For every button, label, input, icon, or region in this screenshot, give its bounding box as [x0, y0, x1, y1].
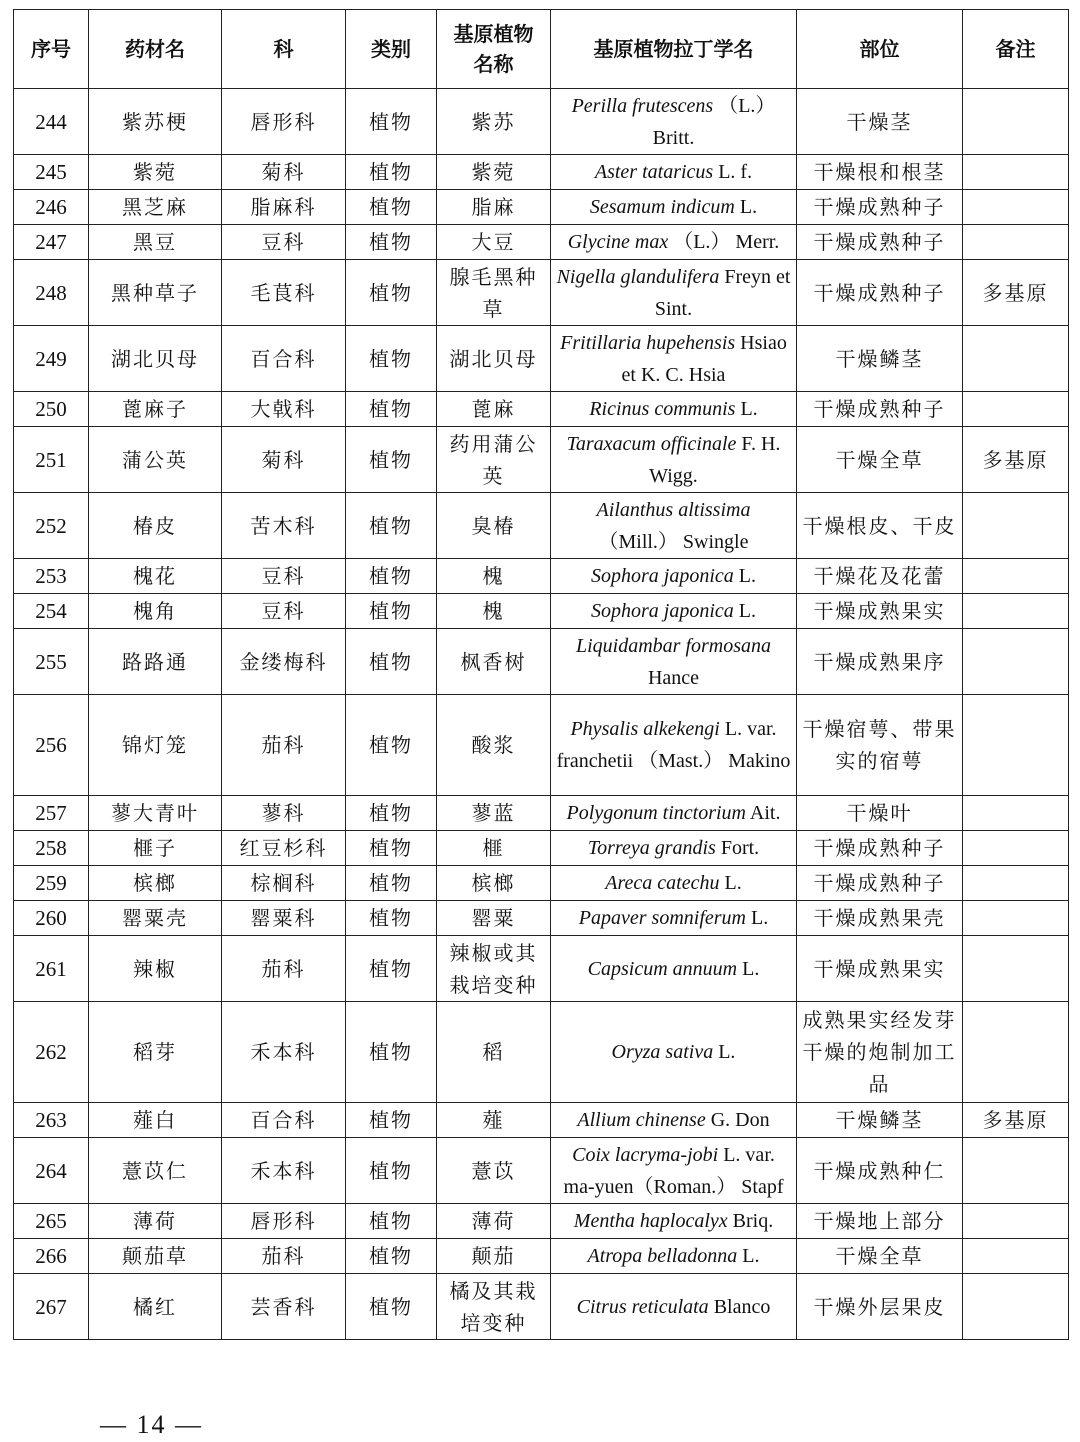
table-row: [14, 936, 1069, 1002]
latin-authority: （L.） Britt.: [652, 94, 776, 149]
row-index: 256: [14, 695, 89, 796]
row-part: 干燥成熟种子: [797, 392, 963, 427]
row-category: 植物: [346, 1138, 437, 1204]
row-note: [963, 190, 1069, 225]
row-note: [963, 89, 1069, 155]
header-part: 部位: [797, 10, 963, 89]
row-note: 多基原: [963, 427, 1069, 493]
latin-authority: F. H. Wigg.: [649, 432, 781, 487]
row-family: 唇形科: [222, 1204, 346, 1239]
table-row: [14, 559, 1069, 594]
row-part: 干燥根皮、干皮: [797, 493, 963, 559]
latin-binomial: Perilla frutescens: [571, 94, 714, 117]
row-family: 唇形科: [222, 89, 346, 155]
row-part: 干燥花及花蕾: [797, 559, 963, 594]
row-latin-name: [551, 901, 797, 936]
latin-binomial: Mentha haplocalyx: [573, 1210, 728, 1232]
row-herb-name: 蒲公英: [89, 427, 222, 493]
row-herb-name: 湖北贝母: [89, 326, 222, 392]
row-category: 植物: [346, 1239, 437, 1274]
row-category: 植物: [346, 392, 437, 427]
row-source-plant: 大豆: [437, 225, 551, 260]
row-latin-name: [551, 493, 797, 559]
table-header-row: [14, 10, 1069, 89]
row-part: 成熟果实经发芽干燥的炮制加工品: [797, 1002, 963, 1103]
table-row: [14, 629, 1069, 695]
table-row: [14, 695, 1069, 796]
latin-authority: G. Don: [705, 1109, 770, 1131]
row-note: [963, 594, 1069, 629]
row-family: 茄科: [222, 1239, 346, 1274]
row-note: [963, 1138, 1069, 1204]
row-source-plant: 槐: [437, 559, 551, 594]
row-category: 植物: [346, 326, 437, 392]
row-herb-name: 槐角: [89, 594, 222, 629]
row-herb-name: 橘红: [89, 1274, 222, 1340]
row-index: 251: [14, 427, 89, 493]
row-latin-name: [551, 1239, 797, 1274]
latin-binomial: Liquidambar formosana: [575, 634, 772, 657]
table-row: [14, 866, 1069, 901]
row-index: 262: [14, 1002, 89, 1103]
latin-binomial: Ricinus communis: [589, 398, 736, 420]
row-part: 干燥全草: [797, 1239, 963, 1274]
row-latin-name: [551, 427, 797, 493]
row-latin-name: [551, 392, 797, 427]
table-row: [14, 1204, 1069, 1239]
row-part: 干燥地上部分: [797, 1204, 963, 1239]
row-herb-name: 榧子: [89, 831, 222, 866]
row-latin-name: [551, 936, 797, 1002]
latin-binomial: Ailanthus altissima: [596, 498, 751, 521]
row-source-plant: 湖北贝母: [437, 326, 551, 392]
row-source-plant: 薤: [437, 1103, 551, 1138]
row-category: 植物: [346, 1002, 437, 1103]
row-part: 干燥成熟果序: [797, 629, 963, 695]
row-part: 干燥外层果皮: [797, 1274, 963, 1340]
row-index: 258: [14, 831, 89, 866]
row-source-plant: 薏苡: [437, 1138, 551, 1204]
row-herb-name: 薏苡仁: [89, 1138, 222, 1204]
row-category: 植物: [346, 831, 437, 866]
row-family: 豆科: [222, 594, 346, 629]
row-part: 干燥茎: [797, 89, 963, 155]
row-index: 252: [14, 493, 89, 559]
latin-binomial: Capsicum annuum: [587, 957, 738, 980]
row-family: 红豆杉科: [222, 831, 346, 866]
row-family: 豆科: [222, 559, 346, 594]
latin-authority: L.: [745, 907, 769, 929]
row-category: 植物: [346, 260, 437, 326]
row-family: 禾本科: [222, 1002, 346, 1103]
row-family: 百合科: [222, 1103, 346, 1138]
row-herb-name: 槟榔: [89, 866, 222, 901]
table-row: [14, 326, 1069, 392]
row-category: 植物: [346, 594, 437, 629]
row-note: [963, 392, 1069, 427]
latin-binomial: Glycine max: [567, 231, 669, 253]
latin-binomial: Oryza sativa: [611, 1041, 714, 1063]
latin-binomial: Torreya grandis: [587, 837, 716, 859]
header-herb-name: 药材名: [89, 10, 222, 89]
row-part: 干燥成熟种仁: [797, 1138, 963, 1204]
row-category: 植物: [346, 155, 437, 190]
row-part: 干燥成熟种子: [797, 831, 963, 866]
latin-binomial: Fritillaria hupehensis: [560, 331, 736, 354]
table-row: [14, 594, 1069, 629]
row-part: 干燥成熟种子: [797, 190, 963, 225]
latin-binomial: Physalis alkekengi: [570, 718, 720, 740]
latin-binomial: Polygonum tinctorium: [566, 802, 746, 824]
row-latin-name: [551, 594, 797, 629]
latin-authority: Freyn et Sint.: [654, 265, 791, 320]
row-source-plant: 紫苏: [437, 89, 551, 155]
row-note: [963, 695, 1069, 796]
row-category: 植物: [346, 901, 437, 936]
row-index: 246: [14, 190, 89, 225]
row-source-plant: 蓖麻: [437, 392, 551, 427]
latin-binomial: Atropa belladonna: [587, 1245, 738, 1267]
row-note: [963, 796, 1069, 831]
row-index: 244: [14, 89, 89, 155]
latin-authority: L.: [733, 600, 756, 622]
row-index: 260: [14, 901, 89, 936]
row-latin-name: [551, 796, 797, 831]
row-index: 255: [14, 629, 89, 695]
row-category: 植物: [346, 866, 437, 901]
row-index: 261: [14, 936, 89, 1002]
latin-binomial: Sesamum indicum: [589, 196, 735, 218]
table-row: [14, 89, 1069, 155]
latin-authority: L.: [737, 957, 760, 980]
row-herb-name: 罂粟壳: [89, 901, 222, 936]
header-category: 类别: [346, 10, 437, 89]
row-note: [963, 1204, 1069, 1239]
row-herb-name: 薤白: [89, 1103, 222, 1138]
row-part: 干燥根和根茎: [797, 155, 963, 190]
table-row: [14, 190, 1069, 225]
latin-authority: Blanco: [708, 1295, 771, 1318]
row-category: 植物: [346, 427, 437, 493]
row-herb-name: 稻芽: [89, 1002, 222, 1103]
row-herb-name: 颠茄草: [89, 1239, 222, 1274]
table-row: [14, 392, 1069, 427]
row-family: 菊科: [222, 155, 346, 190]
row-herb-name: 槐花: [89, 559, 222, 594]
row-part: 干燥宿萼、带果实的宿萼: [797, 695, 963, 796]
row-latin-name: [551, 1274, 797, 1340]
row-part: 干燥成熟种子: [797, 260, 963, 326]
table-row: [14, 260, 1069, 326]
row-latin-name: [551, 190, 797, 225]
row-latin-name: [551, 866, 797, 901]
row-family: 毛茛科: [222, 260, 346, 326]
row-part: 干燥鳞茎: [797, 1103, 963, 1138]
header-index: 序号: [14, 10, 89, 89]
row-index: 267: [14, 1274, 89, 1340]
latin-binomial: Taraxacum officinale: [566, 432, 737, 455]
latin-authority: Hance: [647, 666, 700, 689]
row-family: 棕榈科: [222, 866, 346, 901]
row-source-plant: 橘及其栽培变种: [437, 1274, 551, 1340]
row-herb-name: 蓖麻子: [89, 392, 222, 427]
row-note: [963, 326, 1069, 392]
row-note: 多基原: [963, 1103, 1069, 1138]
row-category: 植物: [346, 936, 437, 1002]
latin-binomial: Aster tataricus: [594, 161, 714, 183]
row-herb-name: 椿皮: [89, 493, 222, 559]
table-row: [14, 1002, 1069, 1103]
row-latin-name: [551, 695, 797, 796]
latin-authority: L.: [713, 1041, 736, 1063]
row-latin-name: [551, 155, 797, 190]
header-note: 备注: [963, 10, 1069, 89]
row-family: 百合科: [222, 326, 346, 392]
row-source-plant: 槟榔: [437, 866, 551, 901]
latin-authority: L. var. franchetii （Mast.） Makino: [556, 718, 791, 772]
row-source-plant: 腺毛黑种草: [437, 260, 551, 326]
row-herb-name: 紫苏梗: [89, 89, 222, 155]
header-source-plant: 基原植物 名称: [437, 10, 551, 89]
row-category: 植物: [346, 493, 437, 559]
row-note: [963, 866, 1069, 901]
row-family: 茄科: [222, 695, 346, 796]
row-category: 植物: [346, 559, 437, 594]
row-index: 250: [14, 392, 89, 427]
row-herb-name: 紫菀: [89, 155, 222, 190]
row-source-plant: 枫香树: [437, 629, 551, 695]
table-row: [14, 1274, 1069, 1340]
row-part: 干燥成熟果实: [797, 936, 963, 1002]
row-category: 植物: [346, 89, 437, 155]
row-note: [963, 629, 1069, 695]
row-note: [963, 1274, 1069, 1340]
row-index: 266: [14, 1239, 89, 1274]
row-source-plant: 颠茄: [437, 1239, 551, 1274]
latin-authority: Fort.: [715, 837, 760, 859]
row-family: 豆科: [222, 225, 346, 260]
table-row: [14, 427, 1069, 493]
table-row: [14, 796, 1069, 831]
row-part: 干燥鳞茎: [797, 326, 963, 392]
latin-authority: L.: [734, 196, 758, 218]
row-latin-name: [551, 1103, 797, 1138]
table-row: [14, 225, 1069, 260]
row-source-plant: 紫菀: [437, 155, 551, 190]
row-part: 干燥成熟果壳: [797, 901, 963, 936]
table-row: [14, 901, 1069, 936]
row-family: 菊科: [222, 427, 346, 493]
row-latin-name: [551, 831, 797, 866]
row-index: 253: [14, 559, 89, 594]
row-index: 245: [14, 155, 89, 190]
table-row: [14, 1138, 1069, 1204]
latin-binomial: Nigella glandulifera: [556, 265, 720, 288]
row-family: 茄科: [222, 936, 346, 1002]
header-family: 科: [222, 10, 346, 89]
row-herb-name: 蓼大青叶: [89, 796, 222, 831]
row-note: [963, 1239, 1069, 1274]
latin-authority: L.: [737, 1245, 760, 1267]
row-category: 植物: [346, 1204, 437, 1239]
row-note: [963, 493, 1069, 559]
row-index: 249: [14, 326, 89, 392]
row-family: 罂粟科: [222, 901, 346, 936]
row-part: 干燥成熟种子: [797, 866, 963, 901]
row-note: [963, 831, 1069, 866]
row-source-plant: 稻: [437, 1002, 551, 1103]
table-row: [14, 1239, 1069, 1274]
row-category: 植物: [346, 629, 437, 695]
row-latin-name: [551, 1138, 797, 1204]
latin-authority: Ait.: [745, 802, 781, 824]
row-latin-name: [551, 89, 797, 155]
latin-binomial: Citrus reticulata: [576, 1295, 709, 1318]
row-family: 苦木科: [222, 493, 346, 559]
row-family: 大戟科: [222, 392, 346, 427]
latin-authority: Hsiao et K. C. Hsia: [621, 331, 787, 386]
row-family: 金缕梅科: [222, 629, 346, 695]
row-index: 265: [14, 1204, 89, 1239]
row-herb-name: 黑豆: [89, 225, 222, 260]
row-category: 植物: [346, 796, 437, 831]
row-index: 248: [14, 260, 89, 326]
latin-authority: Briq.: [727, 1210, 774, 1232]
row-part: 干燥全草: [797, 427, 963, 493]
latin-authority: L.: [719, 872, 742, 894]
table-body: [14, 89, 1069, 1340]
row-herb-name: 黑种草子: [89, 260, 222, 326]
latin-binomial: Areca catechu: [605, 872, 720, 894]
row-herb-name: 薄荷: [89, 1204, 222, 1239]
row-family: 蓼科: [222, 796, 346, 831]
row-index: 257: [14, 796, 89, 831]
row-part: 干燥成熟果实: [797, 594, 963, 629]
row-index: 259: [14, 866, 89, 901]
row-source-plant: 臭椿: [437, 493, 551, 559]
row-source-plant: 酸浆: [437, 695, 551, 796]
row-source-plant: 薄荷: [437, 1204, 551, 1239]
row-category: 植物: [346, 1103, 437, 1138]
table-row: [14, 493, 1069, 559]
row-category: 植物: [346, 1274, 437, 1340]
row-note: [963, 559, 1069, 594]
row-part: 干燥成熟种子: [797, 225, 963, 260]
row-latin-name: [551, 629, 797, 695]
row-category: 植物: [346, 190, 437, 225]
row-source-plant: 脂麻: [437, 190, 551, 225]
latin-binomial: Coix lacryma-jobi: [572, 1143, 719, 1166]
latin-authority: L. var. ma-yuen（Roman.） Stapf: [563, 1143, 784, 1198]
latin-authority: （L.） Merr.: [668, 231, 780, 253]
latin-authority: L. f.: [713, 161, 753, 183]
row-source-plant: 罂粟: [437, 901, 551, 936]
table-row: [14, 1103, 1069, 1138]
row-family: 芸香科: [222, 1274, 346, 1340]
row-note: [963, 225, 1069, 260]
latin-authority: L.: [733, 565, 756, 587]
row-latin-name: [551, 260, 797, 326]
row-latin-name: [551, 1204, 797, 1239]
row-note: [963, 155, 1069, 190]
header-latin-name: 基原植物拉丁学名: [551, 10, 797, 89]
row-index: 247: [14, 225, 89, 260]
row-latin-name: [551, 326, 797, 392]
row-note: [963, 901, 1069, 936]
row-source-plant: 槐: [437, 594, 551, 629]
row-category: 植物: [346, 695, 437, 796]
row-latin-name: [551, 559, 797, 594]
row-latin-name: [551, 225, 797, 260]
herb-table: [13, 9, 1069, 1340]
row-herb-name: 黑芝麻: [89, 190, 222, 225]
latin-binomial: Sophora japonica: [591, 600, 734, 622]
row-herb-name: 辣椒: [89, 936, 222, 1002]
table-row: [14, 155, 1069, 190]
row-index: 264: [14, 1138, 89, 1204]
latin-binomial: Sophora japonica: [591, 565, 734, 587]
row-index: 263: [14, 1103, 89, 1138]
row-source-plant: 榧: [437, 831, 551, 866]
latin-binomial: Papaver somniferum: [578, 907, 746, 929]
table-row: [14, 831, 1069, 866]
row-family: 禾本科: [222, 1138, 346, 1204]
row-family: 脂麻科: [222, 190, 346, 225]
row-index: 254: [14, 594, 89, 629]
page-number: — 14 —: [100, 1410, 203, 1439]
row-source-plant: 辣椒或其栽培变种: [437, 936, 551, 1002]
row-category: 植物: [346, 225, 437, 260]
row-note: 多基原: [963, 260, 1069, 326]
row-note: [963, 936, 1069, 1002]
row-note: [963, 1002, 1069, 1103]
latin-binomial: Allium chinense: [577, 1109, 706, 1131]
row-herb-name: 路路通: [89, 629, 222, 695]
row-source-plant: 药用蒲公英: [437, 427, 551, 493]
latin-authority: （Mill.） Swingle: [598, 530, 749, 553]
row-source-plant: 蓼蓝: [437, 796, 551, 831]
row-latin-name: [551, 1002, 797, 1103]
row-part: 干燥叶: [797, 796, 963, 831]
row-herb-name: 锦灯笼: [89, 695, 222, 796]
latin-authority: L.: [735, 398, 758, 420]
